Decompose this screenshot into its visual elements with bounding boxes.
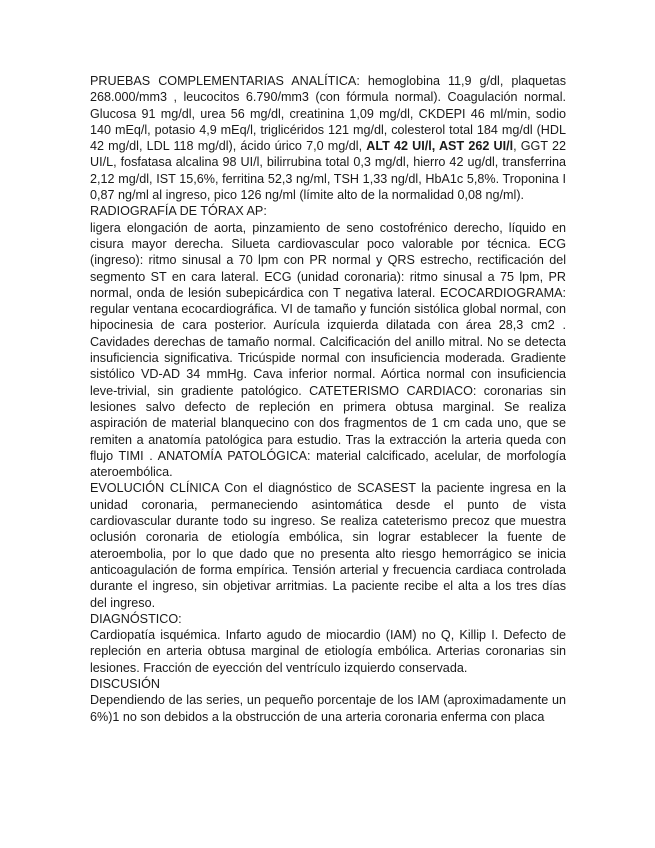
pruebas-text-after-bold: , GGT 22 UI/L, fosfatasa alcalina 98 UI/l, bilirrubina total 0,3 mg/dl, hierro 42 ug/dl, transferrina 2,12 mg/dl, IST 15,6%, ferritina 52,3 ng/ml, TSH 1,33 ng/dl, HbA1c 5,8%. Troponina I 0,87 ng/ml al ingreso, pico 126 ng/ml (límite alto de la normalidad 0,08 ng/ml). <box>90 139 567 203</box>
diagnostico-heading: DIAGNÓSTICO: <box>90 611 182 626</box>
discusion-paragraph: Dependiendo de las series, un pequeño porcentaje de los IAM (aproximadamente un 6%)1 no son debidos a la obstrucción de una arteria coronaria enferma con placa <box>90 693 566 724</box>
discusion-heading: DISCUSIÓN <box>90 676 160 691</box>
pruebas-complementarias-paragraph <box>90 73 566 203</box>
radiografia-paragraph: ligera elongación de aorta, pinzamiento de seno costofrénico derecho, líquido en cisura mayor derecha. Silueta cardiovascular poco valorable por técnica. ECG (ingreso): ritmo sinusal a 70 lpm con PR normal y QRS estrecho, rectificación del segmento ST en cara lateral. ECG (unidad coronaria): ritmo sinusal a 75 lpm, PR normal, onda de lesión subepicárdica con T negativa lateral. ECOCARDIOGRAMA: regular ventana ecocardiográfica. VI de tamaño y función sistólica global normal, con hipocinesia de cara posterior. Aurícula izquierda dilatada con área 28,3 cm2 . Cavidades derechas de tamaño normal. Calcificación del anillo mitral. No se detecta insuficiencia significativa. Tricúspide normal con insuficiencia moderada. Gradiente sistólico VD-AD 34 mmHg. Cava inferior normal. Aórtica normal con insuficiencia leve-trivial, sin gradiente patológico. CATETERISMO CARDIACO: coronarias sin lesiones salvo defecto de repleción en primera obtusa marginal. Se realiza aspiración de material blanquecino con dos fragmentos de 1 cm cada uno, que se remiten a anatomía patológica para estudio. Tras la extracción la arteria queda con flujo TIMI . ANATOMÍA PATOLÓGICA: material calcificado, acelular, de morfología ateroembólica. <box>90 220 566 480</box>
document-body <box>90 73 566 725</box>
diagnostico-paragraph: Cardiopatía isquémica. Infarto agudo de miocardio (IAM) no Q, Killip I. Defecto de repleción en arteria obtusa marginal de etiología embólica. Arterias coronarias sin lesiones. Fracción de eyección del ventrículo izquierdo conservada. <box>90 628 566 675</box>
evolucion-clinica-paragraph: EVOLUCIÓN CLÍNICA Con el diagnóstico de SCASEST la paciente ingresa en la unidad coronaria, permaneciendo asintomática desde el punto de vista cardiovascular durante todo su ingreso. Se realiza cateterismo precoz que muestra oclusión coronaria de etiología embólica, sin lograr establecer la fuente de ateroembolia, por lo que dado que no presenta alto riesgo hemorrágico se inicia anticoagulación de forma empírica. Tensión arterial y frecuencia cardiaca controlada durante el ingreso, sin objetivar arritmias. La paciente recibe el alta a los tres días del ingreso. <box>90 481 566 610</box>
liver-enzymes-bold: ALT 42 UI/l, AST 262 UI/l <box>366 139 514 154</box>
radiografia-heading: RADIOGRAFÍA DE TÓRAX AP: <box>90 204 267 219</box>
pruebas-text-before-bold: PRUEBAS COMPLEMENTARIAS ANALÍTICA: hemoglobina 11,9 g/dl, plaquetas 268.000/mm3 , leucocitos 6.790/mm3 (con fórmula normal). Coagulación normal. Glucosa 91 mg/dl, urea 56 mg/dl, creatinina 1,09 mg/dl, CKDEPI 46 ml/min, sodio 140 mEq/l, potasio 4,9 mEq/l, triglicéridos 121 mg/dl, colesterol total 184 mg/dl (HDL 42 mg/dl, LDL 118 mg/dl), ácido úrico 7,0 mg/dl, <box>90 74 566 154</box>
